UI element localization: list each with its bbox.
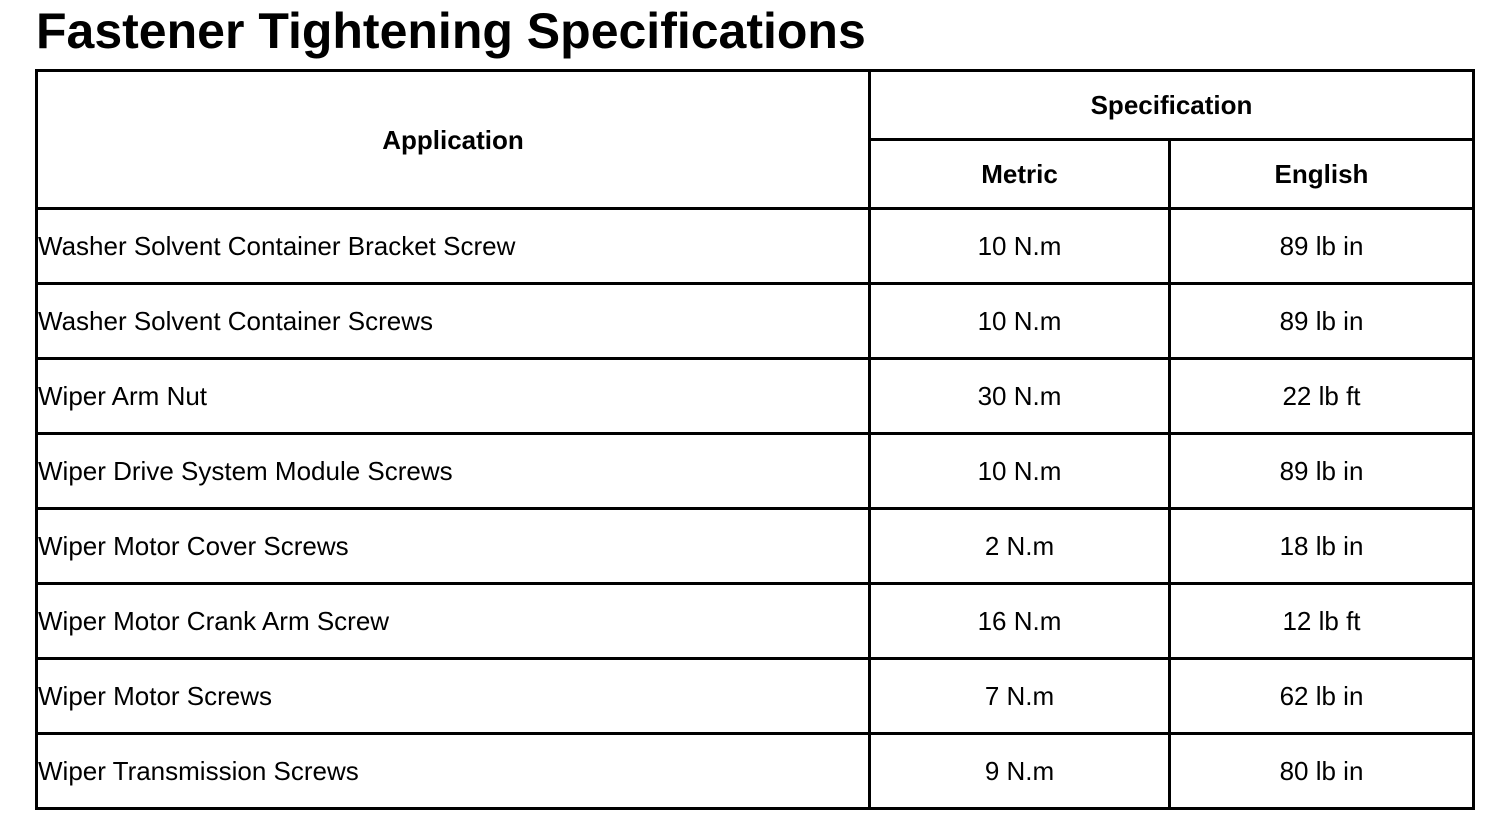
english-cell: 18 lb in <box>1170 509 1474 584</box>
page-title: Fastener Tightening Specifications <box>36 3 866 59</box>
metric-cell: 10 N.m <box>870 434 1170 509</box>
table-row <box>37 659 1474 734</box>
metric-cell: 30 N.m <box>870 359 1170 434</box>
metric-cell: 7 N.m <box>870 659 1170 734</box>
application-cell: Wiper Motor Screws <box>37 659 870 734</box>
metric-cell: 10 N.m <box>870 284 1170 359</box>
application-cell: Wiper Arm Nut <box>37 359 870 434</box>
metric-cell: 16 N.m <box>870 584 1170 659</box>
table-row <box>37 734 1474 809</box>
header-metric: Metric <box>870 140 1170 209</box>
fastener-spec-table <box>35 69 1475 810</box>
table-row <box>37 434 1474 509</box>
table-row <box>37 359 1474 434</box>
header-specification: Specification <box>870 71 1474 140</box>
table-row <box>37 509 1474 584</box>
table-header <box>37 71 1474 209</box>
header-row-top <box>37 71 1474 140</box>
header-english: English <box>1170 140 1474 209</box>
application-cell: Washer Solvent Container Bracket Screw <box>37 209 870 284</box>
english-cell: 22 lb ft <box>1170 359 1474 434</box>
english-cell: 62 lb in <box>1170 659 1474 734</box>
table-body <box>37 209 1474 809</box>
english-cell: 89 lb in <box>1170 284 1474 359</box>
application-cell: Wiper Transmission Screws <box>37 734 870 809</box>
metric-cell: 2 N.m <box>870 509 1170 584</box>
metric-cell: 9 N.m <box>870 734 1170 809</box>
table-row <box>37 284 1474 359</box>
header-application: Application <box>37 71 870 209</box>
table-row <box>37 584 1474 659</box>
english-cell: 12 lb ft <box>1170 584 1474 659</box>
application-cell: Wiper Motor Cover Screws <box>37 509 870 584</box>
application-cell: Wiper Drive System Module Screws <box>37 434 870 509</box>
english-cell: 80 lb in <box>1170 734 1474 809</box>
metric-cell: 10 N.m <box>870 209 1170 284</box>
application-cell: Washer Solvent Container Screws <box>37 284 870 359</box>
english-cell: 89 lb in <box>1170 434 1474 509</box>
application-cell: Wiper Motor Crank Arm Screw <box>37 584 870 659</box>
table-row <box>37 209 1474 284</box>
english-cell: 89 lb in <box>1170 209 1474 284</box>
